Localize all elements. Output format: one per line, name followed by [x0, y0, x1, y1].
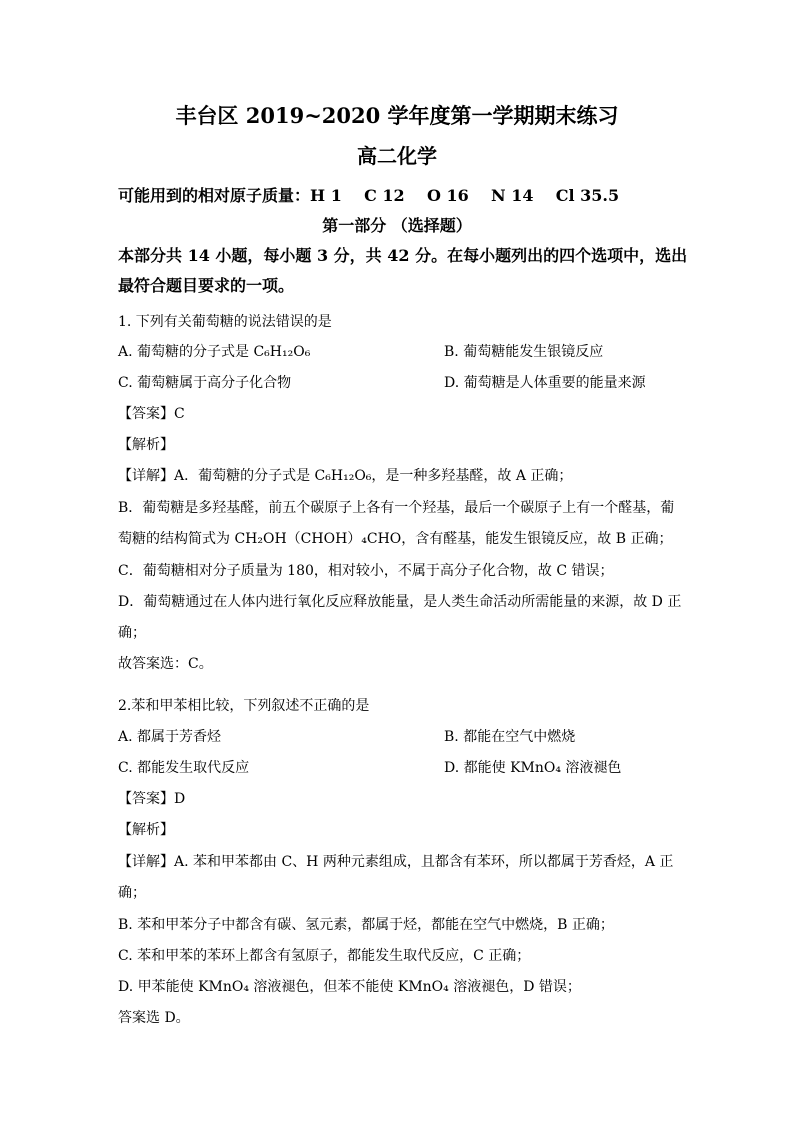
q1-option-d: D. 葡萄糖是人体重要的能量来源	[444, 375, 646, 391]
q2-detail-line: B. 苯和甲苯分子中都含有碳、氢元素，都属于烃，都能在空气中燃烧，B 正确；	[118, 917, 614, 933]
document-title: 丰台区 2019~2020 学年度第一学期期末练习	[175, 103, 619, 128]
q1-stem: 1. 下列有关葡萄糖的说法错误的是	[118, 314, 332, 330]
q1-conclusion: 故答案选：C。	[118, 656, 213, 672]
q1-detail-line: B．葡萄糖是多羟基醛，前五个碳原子上各有一个羟基，最后一个碳原子上有一个醛基，葡	[118, 500, 675, 516]
q1-detail-line: 【详解】A．葡萄糖的分子式是 C₆H₁₂O₆，是一种多羟基醛，故 A 正确；	[118, 468, 573, 484]
q1-option-a: A. 葡萄糖的分子式是 C₆H₁₂O₆	[118, 344, 311, 360]
q2-stem: 2.苯和甲苯相比较，下列叙述不正确的是	[118, 698, 370, 714]
q2-option-d: D. 都能使 KMnO₄ 溶液褪色	[444, 760, 622, 776]
q2-detail-line: C. 苯和甲苯的苯环上都含有氢原子，都能发生取代反应，C 正确；	[118, 948, 531, 964]
atomic-masses: 可能用到的相对原子质量：H 1 C 12 O 16 N 14 Cl 35.5	[118, 186, 620, 205]
q1-detail-line: D．葡萄糖通过在人体内进行氧化反应释放能量，是人类生命活动所需能量的来源，故 D 正	[118, 594, 682, 610]
section-intro-line2: 最符合题目要求的一项。	[118, 276, 295, 295]
q2-detail-line: 【详解】A. 苯和甲苯都由 C、H 两种元素组成，且都含有苯环，所以都属于芳香烃，A 正	[118, 854, 674, 870]
q1-detail-line: 萄糖的结构简式为 CH₂OH（CHOH）₄CHO，含有醛基，能发生银镜反应，故 B 正确；	[118, 531, 673, 547]
q1-option-b: B. 葡萄糖能发生银镜反应	[444, 344, 604, 360]
q2-analysis-label: 【解析】	[118, 822, 174, 838]
q2-answer: 【答案】D	[118, 791, 186, 807]
q1-detail-line: 确；	[118, 625, 146, 641]
section-intro-line1: 本部分共 14 小题，每小题 3 分，共 42 分。在每小题列出的四个选项中，选出	[118, 246, 688, 265]
q1-option-c: C. 葡萄糖属于高分子化合物	[118, 375, 292, 391]
section-title: 第一部分 （选择题）	[322, 216, 472, 235]
q1-analysis-label: 【解析】	[118, 437, 174, 453]
document-subtitle: 高二化学	[357, 144, 437, 168]
q1-answer: 【答案】C	[118, 406, 185, 422]
q2-option-b: B. 都能在空气中燃烧	[444, 729, 576, 745]
q2-option-a: A. 都属于芳香烃	[118, 729, 222, 745]
q2-conclusion: 答案选 D。	[118, 1010, 190, 1026]
q2-option-c: C. 都能发生取代反应	[118, 760, 250, 776]
q2-detail-line: D. 甲苯能使 KMnO₄ 溶液褪色，但苯不能使 KMnO₄ 溶液褪色，D 错误；	[118, 979, 581, 995]
q2-detail-line: 确；	[118, 885, 146, 901]
q1-detail-line: C．葡萄糖相对分子质量为 180，相对较小，不属于高分子化合物，故 C 错误；	[118, 563, 614, 579]
